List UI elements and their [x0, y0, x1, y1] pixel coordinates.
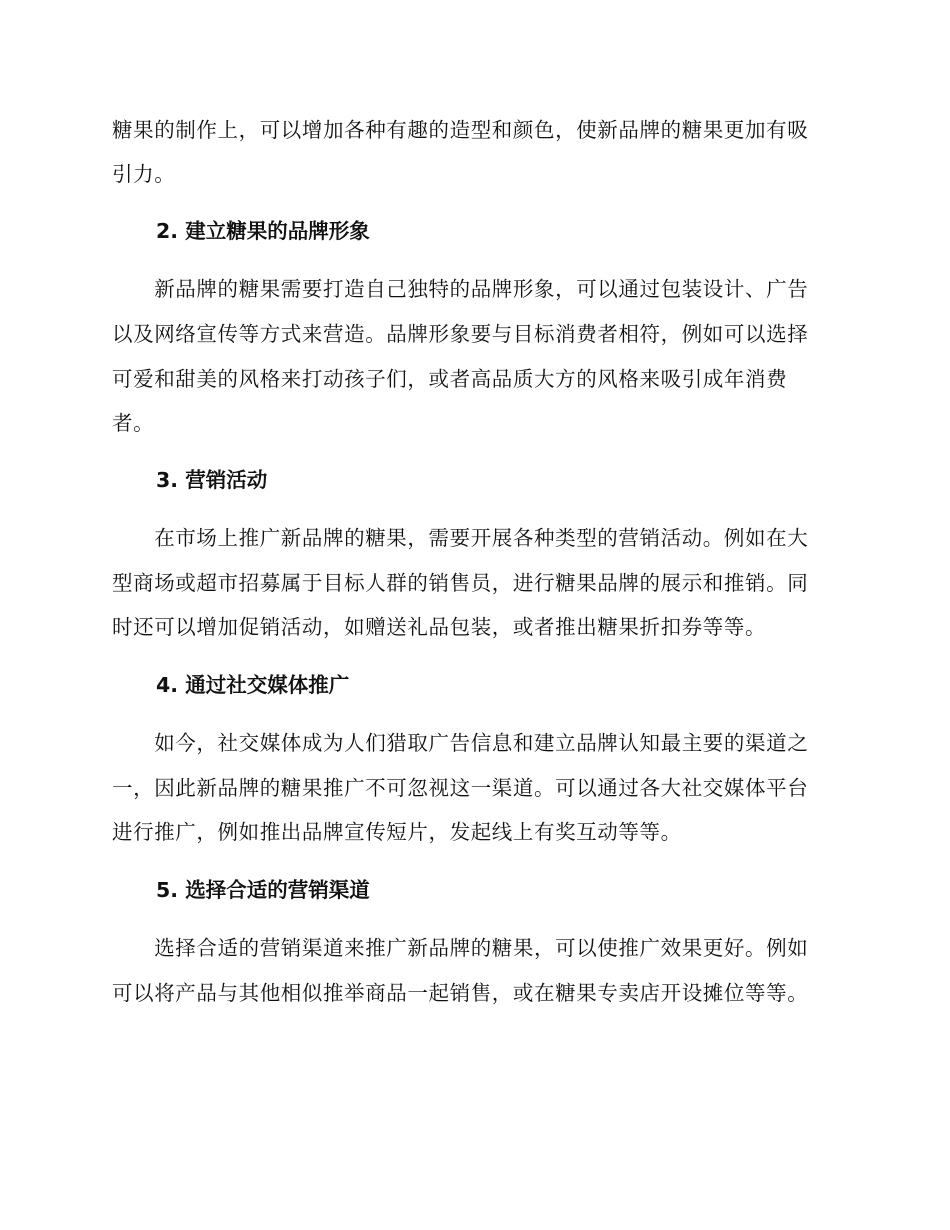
- section-heading-4: 4. 通过社交媒体推广: [156, 673, 350, 697]
- section-2-line-3: 可爱和甜美的风格来打动孩子们，或者高品质大方的风格来吸引成年消费: [112, 367, 788, 391]
- section-4-line-3: 进行推广，例如推出品牌宣传短片，发起线上有奖互动等等。: [112, 820, 682, 844]
- section-4-line-1: 如今，社交媒体成为人们猎取广告信息和建立品牌认知最主要的渠道之: [112, 731, 809, 755]
- section-3-line-3: 时还可以增加促销活动，如赠送礼品包装，或者推出糖果折扣券等等。: [112, 615, 767, 639]
- intro-line-1: 糖果的制作上，可以增加各种有趣的造型和颜色，使新品牌的糖果更加有吸: [112, 118, 809, 142]
- section-2-line-2: 以及网络宣传等方式来营造。品牌形象要与目标消费者相符，例如可以选择: [112, 322, 809, 346]
- section-heading-3: 3. 营销活动: [156, 468, 268, 492]
- section-3-line-1: 在市场上推广新品牌的糖果，需要开展各种类型的营销活动。例如在大: [112, 526, 809, 550]
- section-2-line-4: 者。: [112, 411, 155, 435]
- intro-line-2: 引力。: [112, 162, 176, 186]
- section-5-line-1: 选择合适的营销渠道来推广新品牌的糖果，可以使推广效果更好。例如: [112, 936, 809, 960]
- section-4-line-2: 一，因此新品牌的糖果推广不可忽视这一渠道。可以通过各大社交媒体平台: [112, 776, 809, 800]
- section-5-line-2: 可以将产品与其他相似推举商品一起销售，或在糖果专卖店开设摊位等等。: [112, 981, 809, 1005]
- section-2-line-1: 新品牌的糖果需要打造自己独特的品牌形象，可以通过包装设计、广告: [112, 277, 809, 301]
- section-heading-5: 5. 选择合适的营销渠道: [156, 878, 370, 902]
- section-heading-2: 2. 建立糖果的品牌形象: [156, 219, 370, 243]
- section-3-line-2: 型商场或超市招募属于目标人群的销售员，进行糖果品牌的展示和推销。同: [112, 571, 809, 595]
